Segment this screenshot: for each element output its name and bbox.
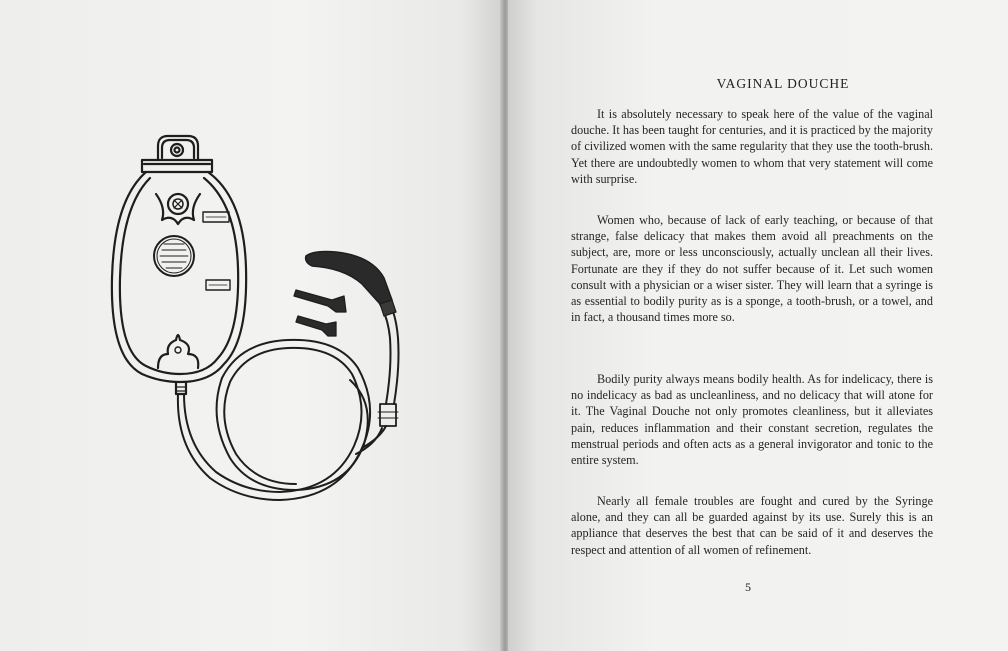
bag-outlet: [176, 382, 186, 394]
left-page: [0, 0, 502, 651]
page-heading: VAGINAL DOUCHE: [716, 76, 850, 91]
rectal-nozzle-tip-2: [296, 316, 336, 336]
paragraph-2: [571, 212, 933, 325]
hose-clamp: [380, 404, 396, 426]
bag-top-band: [142, 160, 212, 172]
paragraph-1: [571, 106, 933, 187]
paragraph-text: Bodily purity always means bodily health. As for indelicacy, there is no indelicacy as bad as uncleanliness, and no delicacy that will atone for it. The Vaginal Douche not only promotes cleanliness, but it alleviates pain, reduces inflammation and their constant secretion, regulates the menstrual periods and often acts as a general invigorator and tonic to the entire system.: [571, 372, 933, 468]
hanger-hole: [171, 144, 183, 156]
paragraph-text: Nearly all female troubles are fought and cured by the Syringe alone, and they can all be guarded against by its use. Surely this is an appliance that deserves the best that can be said of it and deserves the respect and attention of all women of refinement.: [571, 494, 933, 557]
page-number: 5: [745, 580, 751, 594]
right-page: [508, 0, 1008, 651]
douche-bag-syringe-illustration: [100, 128, 420, 518]
rectal-nozzle-tip-1: [294, 290, 346, 312]
paragraph-4: [571, 493, 933, 558]
bag-bottom-ornament: [158, 335, 198, 368]
paragraph-3: [571, 371, 933, 468]
paragraph-text: Women who, because of lack of early teaching, or because of that strange, false delicacy that makes them avoid all preachments on the subject, are, more or less unconsciously, actually unclean all their lives. Fortunate are they if they do not suffer because of it. Let such women consult with a physician or a wiser sister. They will learn that a syringe is as essential to bodily purity as is a sponge, a tooth-brush, or a towel, and in fact, a thousand times more so.: [571, 213, 933, 325]
paragraph-text: It is absolutely necessary to speak here of the value of the vaginal douche. It has been taught for centuries, and it is practiced by the majority of civilized women with the same regularity that they use the tooth-brush. Yet there are undoubtedly women to whom that very statement will come with surprise.: [571, 107, 933, 186]
